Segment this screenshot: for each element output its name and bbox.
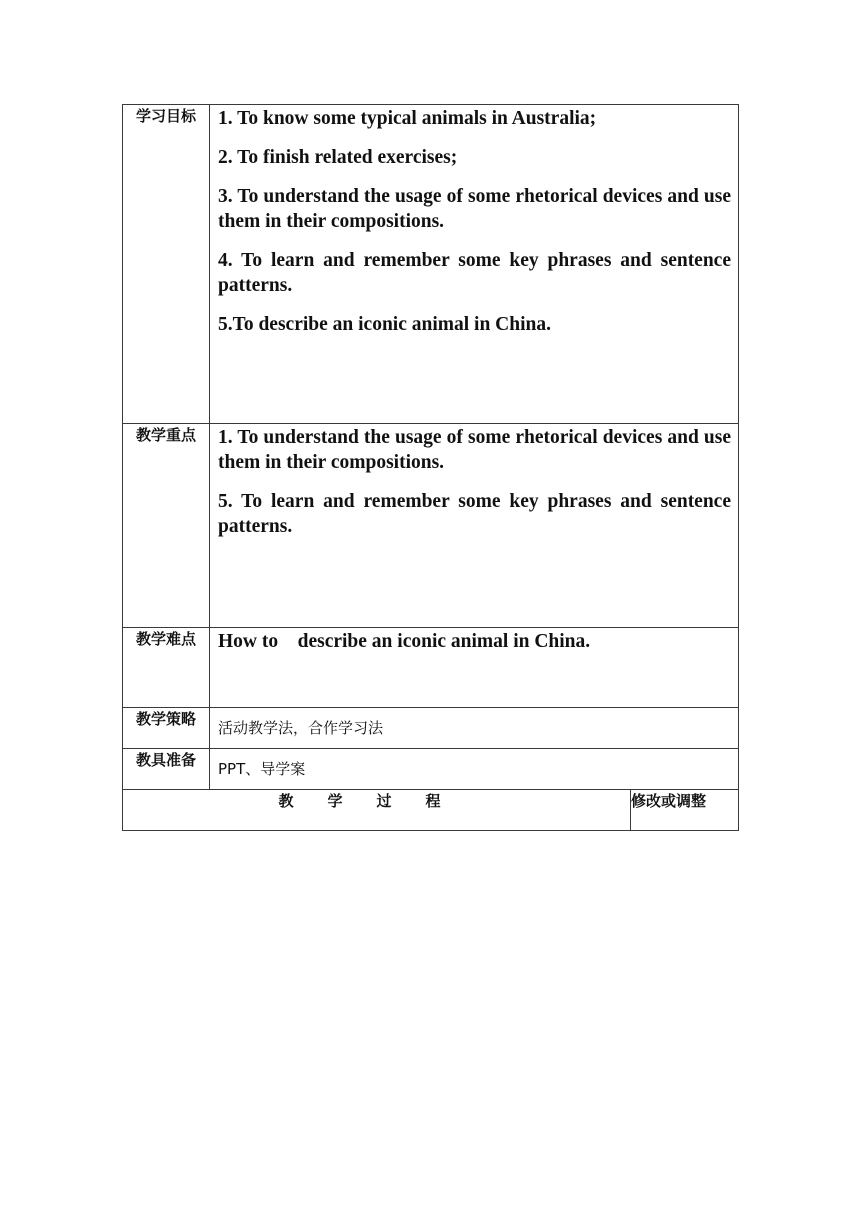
objective-item: 4. To learn and remember some key phrases and sentence patterns. [218,250,731,296]
key-point-item: 5. To learn and remember some key phrases and sentence patterns. [218,491,731,537]
tools-label: 教具准备 [123,749,210,790]
objective-item: 5.To describe an iconic animal in China. [218,314,551,335]
key-points-row [123,424,739,628]
difficulties-row [123,628,739,708]
process-row [123,790,739,831]
difficulties-label: 教学难点 [123,628,210,708]
objectives-label: 学习目标 [123,105,210,424]
objectives-cell [210,105,739,424]
strategy-cell [210,708,739,749]
tools-cell [210,749,739,790]
key-points-label: 教学重点 [123,424,210,628]
process-heading: 教学过程 [123,790,631,831]
strategy-text: 活动教学法，合作学习法 [218,719,384,737]
objectives-row [123,105,739,424]
lesson-plan-table [122,104,739,831]
tools-text: PPT、导学案 [218,760,306,778]
key-point-item: 1. To understand the usage of some rhetorical devices and use them in their compositions. [218,427,731,473]
objective-item: 1. To know some typical animals in Australia; [218,108,597,129]
tools-row [123,749,739,790]
difficulty-text: How to describe an iconic animal in China. [218,631,591,652]
strategy-label: 教学策略 [123,708,210,749]
key-points-cell [210,424,739,628]
objective-item: 3. To understand the usage of some rhetorical devices and use them in their compositions. [218,186,731,232]
strategy-row [123,708,739,749]
difficulties-cell [210,628,739,708]
adjust-heading: 修改或调整 [631,790,739,831]
objective-item: 2. To finish related exercises; [218,147,458,168]
